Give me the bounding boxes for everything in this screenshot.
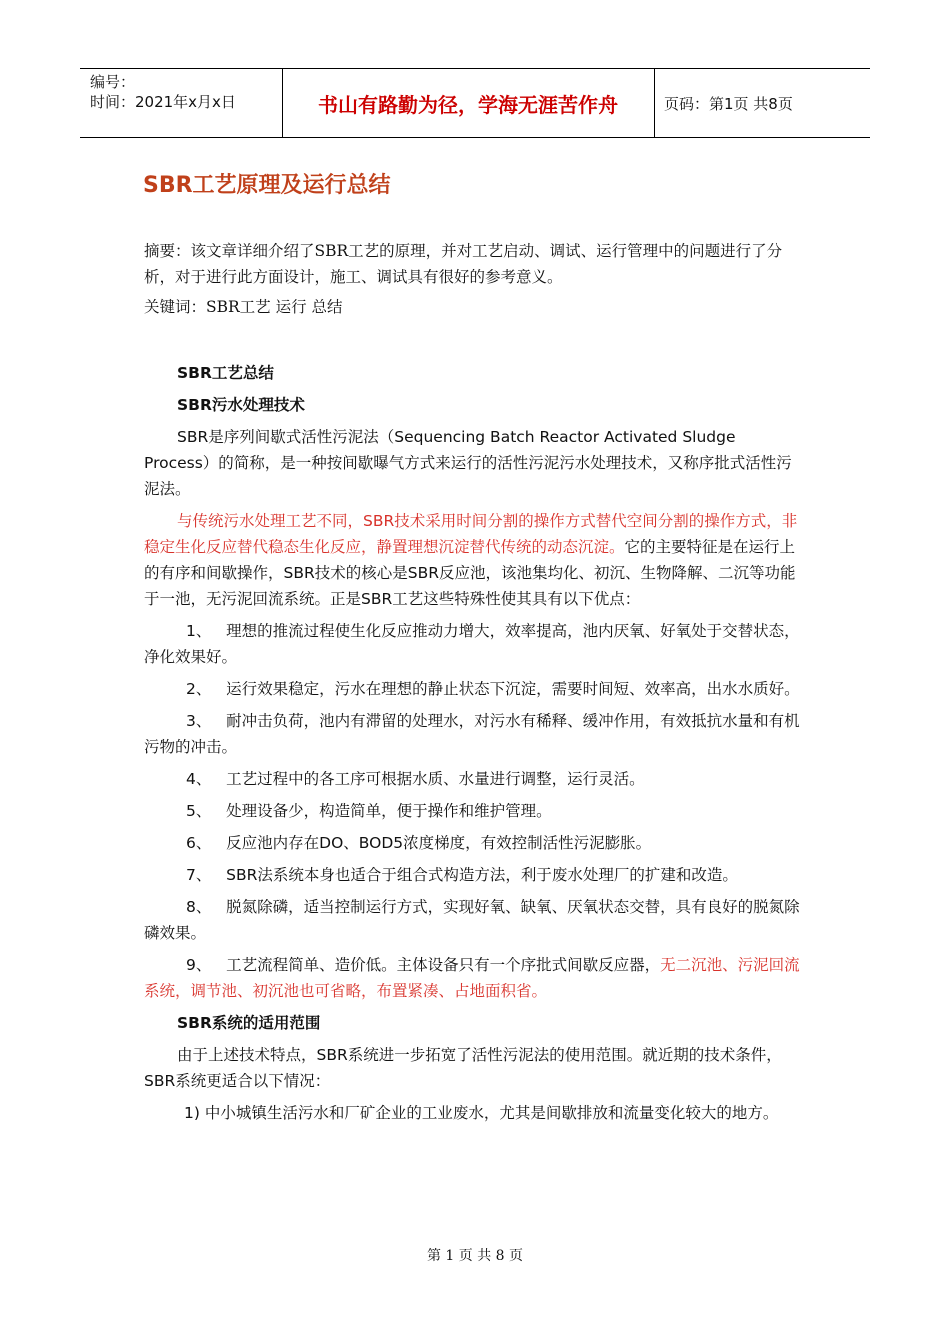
advantage-text: 脱氮除磷，适当控制运行方式，实现好氧、缺氧、厌氧状态交替，具有良好的脱氮除磷效果。 [144,898,800,942]
advantage-item-1 [144,618,806,670]
section-heading-scope: SBR系统的适用范围 [177,1014,321,1032]
header-motto: 书山有路勤为径，学海无涯苦作舟 [318,93,618,117]
section-heading-sbr-summary: SBR工艺总结 [177,364,274,382]
advantage-item-6 [144,830,806,856]
advantage-text: 耐冲击负荷，池内有滞留的处理水，对污水有稀释、缓冲作用，有效抵抗水量和有机污物的冲击。 [144,712,800,756]
advantage-number: 9、 [186,956,212,974]
advantage-item-5 [144,798,806,824]
advantages-list [144,618,806,952]
advantage-number: 5、 [186,802,212,820]
document-body [144,238,806,1126]
advantage-text: 反应池内存在DO、BOD5浓度梯度，有效控制活性污泥膨胀。 [226,834,652,852]
advantage-item-2 [144,676,806,702]
intro-paragraph: SBR是序列间歇式活性污泥法（Sequencing Batch Reactor Activated Sludge Process）的简称，是一种按间歇曝气方式来运行的活性污泥污水处理技术，又称序批式活性污泥法。 [144,428,792,498]
advantage-text: 运行效果稳定，污水在理想的静止状态下沉淀，需要时间短、效率高，出水水质好。 [226,680,800,698]
scope-paragraph: 由于上述技术特点，SBR系统进一步拓宽了活性污泥法的使用范围。就近期的技术条件，SBR系统更适合以下情况： [144,1046,782,1090]
principle-highlight: 与传统污水处理工艺不同，SBR技术采用时间分割的操作方式替代空间分割的操作方式，非稳定生化反应替代稳态生化反应，静置理想沉淀替代传统的动态沉淀。 [144,512,798,556]
header-page-info: 页码：第1页 共8页 [664,95,793,113]
keywords-line: 关键词：SBR工艺 运行 总结 [144,298,343,316]
advantage-number: 4、 [186,770,212,788]
advantage-number: 8、 [186,898,212,916]
advantage-item-9 [144,952,806,1004]
time-label: 时间：2021年x月x日 [90,93,236,111]
advantage-item-8 [144,894,806,946]
document-title: SBR工艺原理及运行总结 [143,173,391,198]
abstract-paragraph: 摘要：该文章详细介绍了SBR工艺的原理，并对工艺启动、调试、运行管理中的问题进行了分析，对于进行此方面设计，施工、调试具有很好的参考意义。 [144,242,783,286]
document-header [80,68,870,138]
principle-text: 它的主要特征是在运行上的有序和间歇操作，SBR技术的核心是SBR反应池，该池集均化、初沉、生物降解、二沉等功能于一池，无污泥回流系统。正是SBR工艺这些特殊性使其具有以下优点： [144,538,796,608]
advantage-text: 工艺过程中的各工序可根据水质、水量进行调整，运行灵活。 [226,770,645,788]
scope-item-1: 1) 中小城镇生活污水和厂矿企业的工业废水，尤其是间歇排放和流量变化较大的地方。 [184,1104,779,1122]
advantage-number: 7、 [186,866,212,884]
advantage-highlight: 无二沉池、污泥回流系统，调节池、初沉池也可省略，布置紧凑、占地面积省。 [144,956,800,1000]
advantage-number: 2、 [186,680,212,698]
header-center-cell [282,69,655,137]
header-right-cell [654,69,870,137]
number-label: 编号： [90,73,136,91]
advantage-item-3 [144,708,806,760]
header-left-cell [80,69,283,137]
advantage-item-7 [144,862,806,888]
advantage-text: 理想的推流过程使生化反应推动力增大，效率提高，池内厌氧、好氧处于交替状态，净化效果好。 [144,622,800,666]
principle-paragraph [144,508,806,612]
page-footer: 第 1 页 共 8 页 [426,1248,524,1264]
advantage-number: 3、 [186,712,212,730]
advantage-number: 6、 [186,834,212,852]
advantage-text: 处理设备少，构造简单，便于操作和维护管理。 [226,802,552,820]
advantage-number: 1、 [186,622,212,640]
advantage-text: SBR法系统本身也适合于组合式构造方法，利于废水处理厂的扩建和改造。 [226,866,738,884]
advantage-item-4 [144,766,806,792]
section-heading-sbr-technology: SBR污水处理技术 [177,396,305,414]
advantage-text: 工艺流程简单、造价低。主体设备只有一个序批式间歇反应器， [226,956,661,974]
